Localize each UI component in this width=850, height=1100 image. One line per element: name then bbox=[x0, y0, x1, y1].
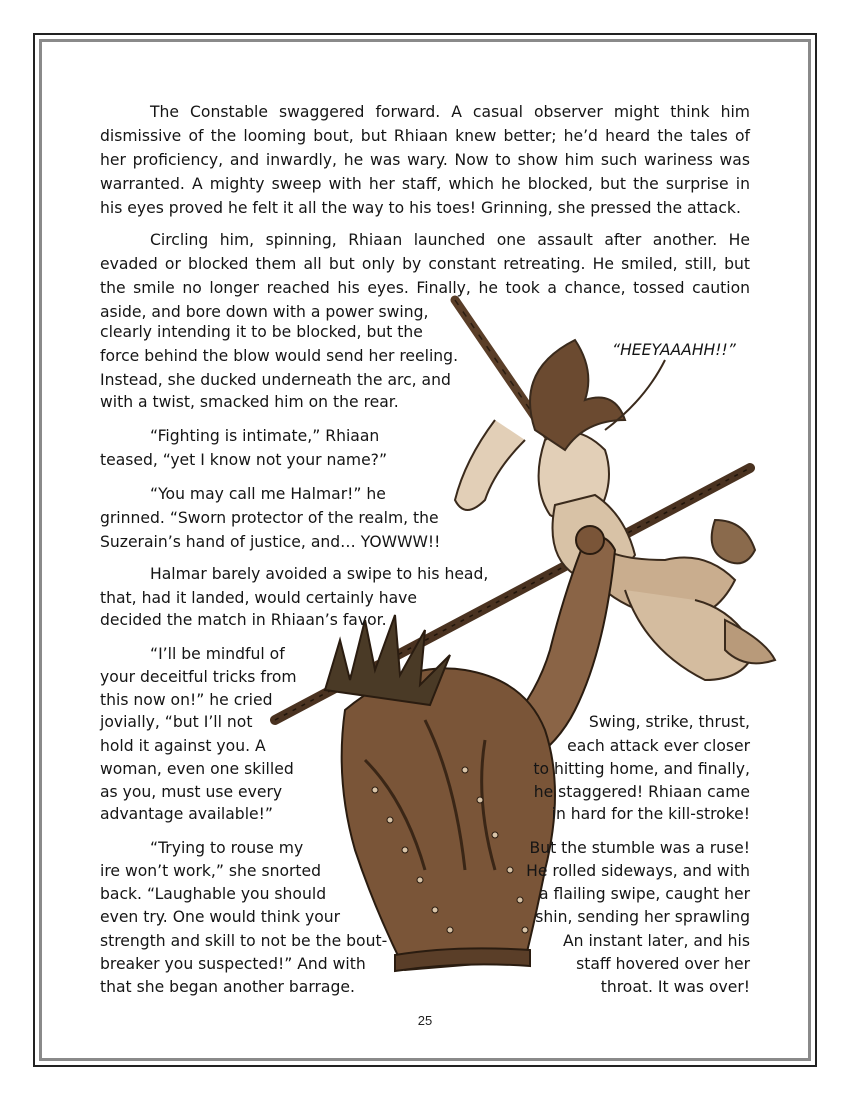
r2-line-7: throat. It was over! bbox=[600, 978, 750, 996]
r1-line-4: he staggered! Rhiaan came bbox=[533, 783, 750, 801]
p7-line-6: breaker you suspected!” And with bbox=[100, 955, 366, 973]
p7-line-3: back. “Laughable you should bbox=[100, 885, 327, 903]
p4-line-3: Suzerain’s hand of justice, and… YOWWW!! bbox=[100, 533, 441, 551]
p7-line-5: strength and skill to not be the bout- bbox=[100, 932, 388, 950]
p1-line-5: his eyes proved he felt it all the way to his toes! Grinning, she pressed the attack. bbox=[100, 199, 741, 217]
r2-line-3: a flailing swipe, caught her bbox=[539, 885, 750, 903]
r2-line-5: An instant later, and his bbox=[562, 932, 750, 950]
p2-line-5: clearly intending it to be blocked, but the bbox=[100, 323, 423, 341]
p6-line-5: hold it against you. A bbox=[100, 737, 266, 755]
r2-line-2: He rolled sideways, and with bbox=[526, 862, 750, 880]
p2-line-8: with a twist, smacked him on the rear. bbox=[100, 393, 399, 411]
p1-line-2: dismissive of the looming bout, but Rhiaan knew better; he’d heard the tales of bbox=[100, 127, 750, 145]
r2-line-6: staff hovered over her bbox=[576, 955, 750, 973]
p2-line-2: evaded or blocked them all but only by constant retreating. He smiled, still, but bbox=[100, 255, 750, 273]
r1-line-3: to hitting home, and finally, bbox=[533, 760, 750, 778]
p4-line-1: “You may call me Halmar!” he bbox=[150, 485, 386, 503]
p2-line-6: force behind the blow would send her reeling. bbox=[100, 347, 459, 365]
r1-line-1: Swing, strike, thrust, bbox=[588, 713, 750, 731]
p6-line-1: “I’ll be mindful of bbox=[150, 645, 285, 663]
p5-line-3: decided the match in Rhiaan’s favor. bbox=[100, 611, 387, 629]
p5-line-1: Halmar barely avoided a swipe to his head, bbox=[150, 565, 489, 583]
p7-line-4: even try. One would think your bbox=[100, 908, 341, 926]
p6-line-3: this now on!” he cried bbox=[100, 691, 273, 709]
shout-text: “HEEYAAAHH!!” bbox=[612, 341, 736, 359]
p2-line-4: aside, and bore down with a power swing, bbox=[100, 303, 429, 321]
p7-line-2: ire won’t work,” she snorted bbox=[100, 862, 322, 880]
p6-line-7: as you, must use every bbox=[100, 783, 283, 801]
r1-line-2: each attack ever closer bbox=[567, 737, 750, 755]
p6-line-4: jovially, “but I’ll not bbox=[100, 713, 253, 731]
p2-line-1: Circling him, spinning, Rhiaan launched one assault after another. He bbox=[150, 231, 750, 249]
r2-line-4: shin, sending her sprawling bbox=[535, 908, 750, 926]
p6-line-6: woman, even one skilled bbox=[100, 760, 294, 778]
p7-line-1: “Trying to rouse my bbox=[150, 839, 304, 857]
p3-line-2: teased, “yet I know not your name?” bbox=[100, 451, 388, 469]
p2-line-3: the smile no longer reached his eyes. Finally, he took a chance, tossed caution bbox=[100, 279, 750, 297]
p1-line-4: warranted. A mighty sweep with her staff, which he blocked, but the surprise in bbox=[100, 175, 750, 193]
p6-line-2: your deceitful tricks from bbox=[100, 668, 297, 686]
r2-line-1: But the stumble was a ruse! bbox=[529, 839, 750, 857]
p5-line-2: that, had it landed, would certainly have bbox=[100, 589, 417, 607]
page-number: 25 bbox=[417, 1013, 433, 1028]
p1-line-1: The Constable swaggered forward. A casual observer might think him bbox=[150, 103, 750, 121]
p7-line-7: that she began another barrage. bbox=[100, 978, 355, 996]
p3-line-1: “Fighting is intimate,” Rhiaan bbox=[150, 427, 380, 445]
r1-line-5: in hard for the kill-stroke! bbox=[551, 805, 750, 823]
p1-line-3: her proficiency, and inwardly, he was wary. Now to show him such wariness was bbox=[100, 151, 750, 169]
p2-line-7: Instead, she ducked underneath the arc, and bbox=[100, 371, 451, 389]
rhiaan-figure bbox=[455, 340, 775, 680]
p4-line-2: grinned. “Sworn protector of the realm, the bbox=[100, 509, 439, 527]
p6-line-8: advantage available!” bbox=[100, 805, 273, 823]
